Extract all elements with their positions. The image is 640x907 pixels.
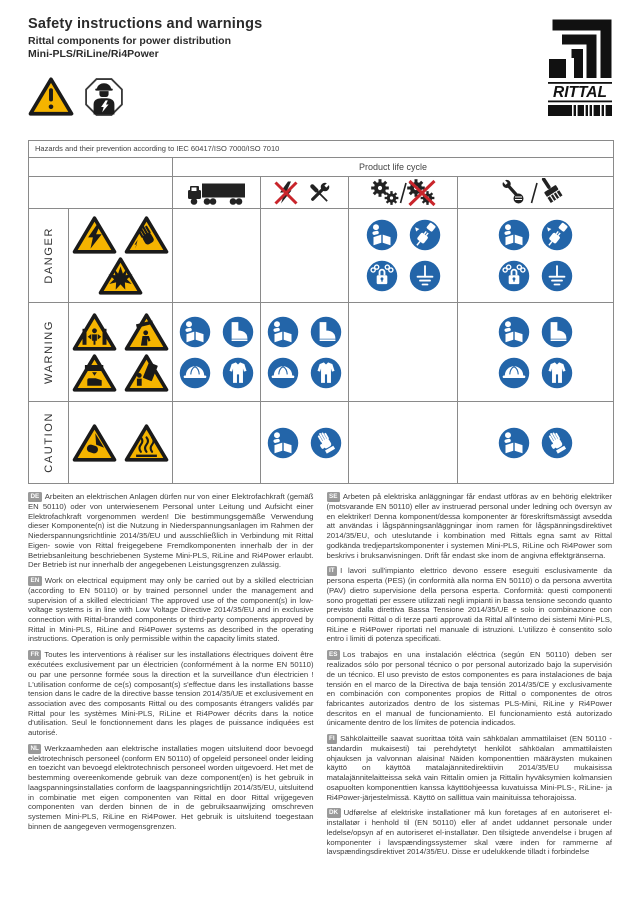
page-subtitle-2: Mini-PLS/RiLine/Ri4Power <box>28 48 159 60</box>
prevention-cell-danger-operation <box>349 209 458 303</box>
rittal-logo <box>548 18 612 118</box>
maintenance-cleaning-icon <box>498 178 574 208</box>
rittal-logo-text: RITTAL <box>553 84 607 101</box>
prevention-cell-warning-transport <box>173 303 261 402</box>
lang-text: Werkzaamheden aan elektrische installaties mogen uitsluitend door bevoegd elektrotechnisch personeel (conform EN 50110) of opgeleid personeel onder leiding en toezicht van bevoegd elektrotechnisch personeel worden uitgevoerd. Het met de bestemming overeenkomende gebruik van deze component(en) is het gebruik in laagspanningsinstallaties conform de laagspanningsrichtlijn 2014/35/EU, uitsluitend in combinatie met eigen componenten van Rittal en door Rittal vrijgegeven componenten van derden binnen de in de gebruiksaanwijzing omschreven systemen Mini-PLS, RiLine en Ri4Power. Het gebruik is uitsluitend toegestaan binnen de aangegeven vermogensgrenzen. <box>28 743 314 831</box>
prevention-cell-warning-maintenance-cleaning <box>458 303 614 402</box>
table-grid <box>29 158 614 484</box>
lang-text: Sähkölaitteille saavat suorittaa töitä vain sähköalan ammattilaiset (EN 50110 -standardin mukaisesti) tai perehdytetyt henkilöt sähköalan ammattilaisten ohjauksen ja valvonnan alaisina! Näiden komponenttien määräysten mukainen käyttö on käyttöä matalajännitedirektiivin 2014/35/EU mukaisissa matalajännitelaitteissa sekä vain Rittalin omien ja Rittalin hyväksymien kolmansien osapuolten komponenttien kanssa käyttöohjeessa kuvatuissa Mini-PLS-, RiLine- ja Ri4Power-järjestelmissä. Käyttö on sallittua vain mainituissa tehorajoissa. <box>326 734 612 802</box>
protective-gloves-icon <box>540 426 574 460</box>
mandatory-signs-group <box>497 315 574 390</box>
language-column-right <box>327 492 613 863</box>
prevention-cell-caution-installation <box>261 402 349 484</box>
lang-paragraph-fr <box>28 650 314 738</box>
read-manual-icon <box>178 315 212 349</box>
safety-boots-icon <box>221 315 255 349</box>
language-sections <box>28 492 612 863</box>
lang-text: I lavori sull'impianto elettrico devono essere eseguiti esclusivamente da persona esperta (PES) (in conformità alla norma EN 50110) o da persona avvertita (PAV) dietro supervisione della persona esperta. Conformità: questi componenti sono progettati per essere utilizzati negli impianti in bassa tensione secondo quanto previsto dalla direttiva Bassa Tensione 2014/35/UE e solo in combinazione con componenti Rittal o di terze parti approvati da Rittal all'interno dei sistemi Mini-PLS, RiLine e Ri4Power riportati nel manuale di istruzioni. L'utilizzo è consentito solo entro i limiti di potenza specificati. <box>326 566 612 644</box>
connect-earth-icon <box>540 259 574 293</box>
document-header <box>28 16 262 60</box>
lang-paragraph-se <box>327 492 613 560</box>
read-manual-icon <box>266 426 300 460</box>
prevention-cell-danger-maintenance-cleaning <box>458 209 614 303</box>
operation-icon <box>365 178 441 208</box>
lang-text: Arbeten på elektriska anläggningar får endast utföras av en behörig elektriker (motsvarande EN 50110) eller av instruerad personal under ledning och översyn av en elektriker! Denna komponent/dessa komponenter är föreskriftsmässigt avsedda att användas i lågspänningsanläggningar inom ramen för lågspänningsdirektivet 2014/35/EU, och uteslutande i kombination med Rittals egna samt av Rittal godkända tredjepartskomponenter i systemen Mini-PLS, RiLine och Ri4Power som beskrivs i bruksanvisningen. Drift får endast ske inom de angivna effektgränserna. <box>326 492 612 560</box>
read-manual-icon <box>497 315 531 349</box>
protective-gloves-icon <box>309 426 343 460</box>
lang-tag-en: EN <box>28 576 42 586</box>
lang-text: Work on electrical equipment may only be carried out by a skilled electrician (according to EN 50110) or by trained personnel under the management and supervision of a skilled electrician! The approved use of the component(s) in low-voltage systems is in line with Low Voltage Directive 2014/35/EU and in exclusive connection with Rittal-branded components or third-party components approved by Rittal in Mini-PLS, RiLine and Ri4Power systems as described in the operating instructions. Operation is only permissible within the capacity limits stated. <box>28 575 314 644</box>
language-column-left <box>28 492 314 863</box>
lang-text: Arbeiten an elektrischen Anlagen dürfen nur von einer Elektrofachkraft (gemäß EN 50110) oder von unterwiesenem Personal unter Leitung und Aufsicht einer Elektrofachkraft vorgenommen werden! Die bestimmungsgemäße Verwendung dieser Komponente(n) ist die Nutzung in Niederspannungsanlagen im Rahmen der Niederspannungsrichtlinie 2014/35/EU und ausschließlich in Verbindung mit Rittal Eigen- sowie von Rittal freigegebene Fremdkomponenten innerhalb der in der Betriebsanleitung beschriebenen Systeme Mini-PLS, RiLine and Ri4Power erlaubt. Der Betrieb ist nur innerhalb der angegebenen Leistungsgrenzen zulässig. <box>28 492 314 570</box>
disconnect-supply-icon <box>408 218 442 252</box>
lang-tag-fr: FR <box>28 650 41 660</box>
row-label-text: WARNING <box>42 320 55 384</box>
read-manual-icon <box>266 315 300 349</box>
prevention-cell-warning-installation <box>261 303 349 402</box>
hazard-symbols-cell-caution <box>69 402 173 484</box>
lang-tag-dk: DK <box>327 808 341 818</box>
lifecycle-header-cell: Product life cycle <box>173 158 614 177</box>
prevention-cell-caution-maintenance-cleaning <box>458 402 614 484</box>
lang-text: Udførelse af elektriske installationer må kun foretages af en autoriseret el-installatør i henhold til (EN 50110) eller af andet uddannet personale under ledelse/opsyn af en autoriseret el-installatør. Den tilsigtede anvendelse i brugen af komponenter i lavspændingssystemer skal være inden for rammerne af lavspændingsdirektivet 2014/35/EU. Disse er udelukkende tilladt i forbindelse <box>326 808 612 857</box>
hand-electric-shock-icon <box>124 215 169 255</box>
safety-boots-icon <box>309 315 343 349</box>
lang-tag-fi: FI <box>327 734 338 744</box>
explosion-icon <box>98 256 143 296</box>
safety-helmet-icon <box>266 356 300 390</box>
row-label-warning <box>29 303 69 402</box>
lang-paragraph-es <box>327 650 613 728</box>
lockout-icon <box>497 259 531 293</box>
read-manual-icon <box>497 218 531 252</box>
lockout-icon <box>365 259 399 293</box>
hot-surface-icon <box>124 423 169 463</box>
mandatory-signs-group <box>178 315 255 390</box>
safety-boots-icon <box>540 315 574 349</box>
prevention-cell-caution-operation <box>349 402 458 484</box>
row-label-caution <box>29 402 69 484</box>
protective-clothing-icon <box>309 356 343 390</box>
lifecycle-operation-cell <box>349 177 458 209</box>
cut-hand-icon <box>72 423 117 463</box>
disconnect-supply-icon <box>540 218 574 252</box>
page-subtitle-1: Rittal components for power distribution <box>28 35 231 47</box>
hand-crush-icon <box>72 353 117 393</box>
read-manual-icon <box>497 426 531 460</box>
lifecycle-installation-cell <box>261 177 349 209</box>
header-safety-icons <box>28 76 124 117</box>
prevention-cell-danger-transport <box>173 209 261 303</box>
tip-over-icon <box>124 353 169 393</box>
lang-text: Los trabajos en una instalación eléctrica (según EN 50110) deben ser realizados sólo por personal técnico o por personal autorizado bajo la supervisión de un técnico. El uso previsto de estos componentes es para instalaciones de baja tensión en el marco de la Directiva de baja tensión 2014/35/CE y exclusivamente en combinación con componentes propios de Rittal o componentes de otros fabricantes autorizados dentro de los sistemas PLS-Mini, RiLine y Ri4Power descritos en el manual de funcionamiento. El funcionamiento está autorizado únicamente dentro de los límites de potencia indicados. <box>326 650 612 728</box>
installation-icon <box>267 178 343 208</box>
crush-body-icon <box>72 312 117 352</box>
lang-tag-nl: NL <box>28 744 41 754</box>
row-label-text: DANGER <box>42 227 55 284</box>
page-title: Safety instructions and warnings <box>28 16 263 32</box>
lang-text: Toutes les interventions à réaliser sur les installations électriques doivent être exécutées exclusivement par un électricien (conformément à la norme EN 50110) ou par une personne formée sous la direction et la surveillance d'un électricien ! L'utilisation conforme de ce(s) composant(s) s'effectue dans les installations basse tension dans le cadre de la directive basse tension 2014/35/UE et exclusivement en association avec des composants Rittal ou des composants étrangers validés par Rittal pour les systèmes Mini-PLS, RiLine et Ri4Power décrits dans la notice d'utilisation. Seul le fonctionnement dans les plages de puissance indiquées est autorisé. <box>28 650 314 738</box>
prevention-cell-warning-operation <box>349 303 458 402</box>
lang-paragraph-fi <box>327 734 613 802</box>
warning-triangle-icon <box>28 76 74 117</box>
lifecycle-blank-cell <box>29 158 173 177</box>
skilled-electrician-icon <box>84 77 124 117</box>
prevention-cell-caution-transport <box>173 402 261 484</box>
prevention-cell-danger-installation <box>261 209 349 303</box>
hazard-symbols-cell-warning <box>69 303 173 402</box>
row-label-text: CAUTION <box>42 412 55 473</box>
lang-tag-de: DE <box>28 492 42 502</box>
lang-paragraph-nl <box>28 744 314 832</box>
mandatory-signs-group <box>365 218 442 293</box>
connect-earth-icon <box>408 259 442 293</box>
lifecycle-blank-cell <box>29 177 173 209</box>
row-label-danger <box>29 209 69 303</box>
mandatory-signs-group <box>266 426 343 460</box>
hazard-prevention-table <box>28 140 614 484</box>
lang-tag-es: ES <box>327 650 340 660</box>
read-manual-icon <box>365 218 399 252</box>
mandatory-signs-group <box>266 315 343 390</box>
mandatory-signs-group <box>497 426 574 460</box>
protective-clothing-icon <box>540 356 574 390</box>
mandatory-signs-group <box>497 218 574 293</box>
safety-helmet-icon <box>497 356 531 390</box>
lang-paragraph-dk <box>327 808 613 857</box>
safety-helmet-icon <box>178 356 212 390</box>
lang-paragraph-en <box>28 576 314 644</box>
lang-tag-it: IT <box>327 566 338 576</box>
lifecycle-transport-cell <box>173 177 261 209</box>
falling-object-icon <box>124 312 169 352</box>
table-caption: Hazards and their prevention according to IEC 60417/ISO 7000/ISO 7010 <box>29 141 613 158</box>
transport-icon <box>179 178 255 208</box>
lifecycle-maintenance-cleaning-cell <box>458 177 614 209</box>
protective-clothing-icon <box>221 356 255 390</box>
lang-paragraph-it <box>327 566 613 644</box>
lang-tag-se: SE <box>327 492 340 502</box>
hazard-symbols-cell-danger <box>69 209 173 303</box>
electric-shock-icon <box>72 215 117 255</box>
lang-paragraph-de <box>28 492 314 570</box>
